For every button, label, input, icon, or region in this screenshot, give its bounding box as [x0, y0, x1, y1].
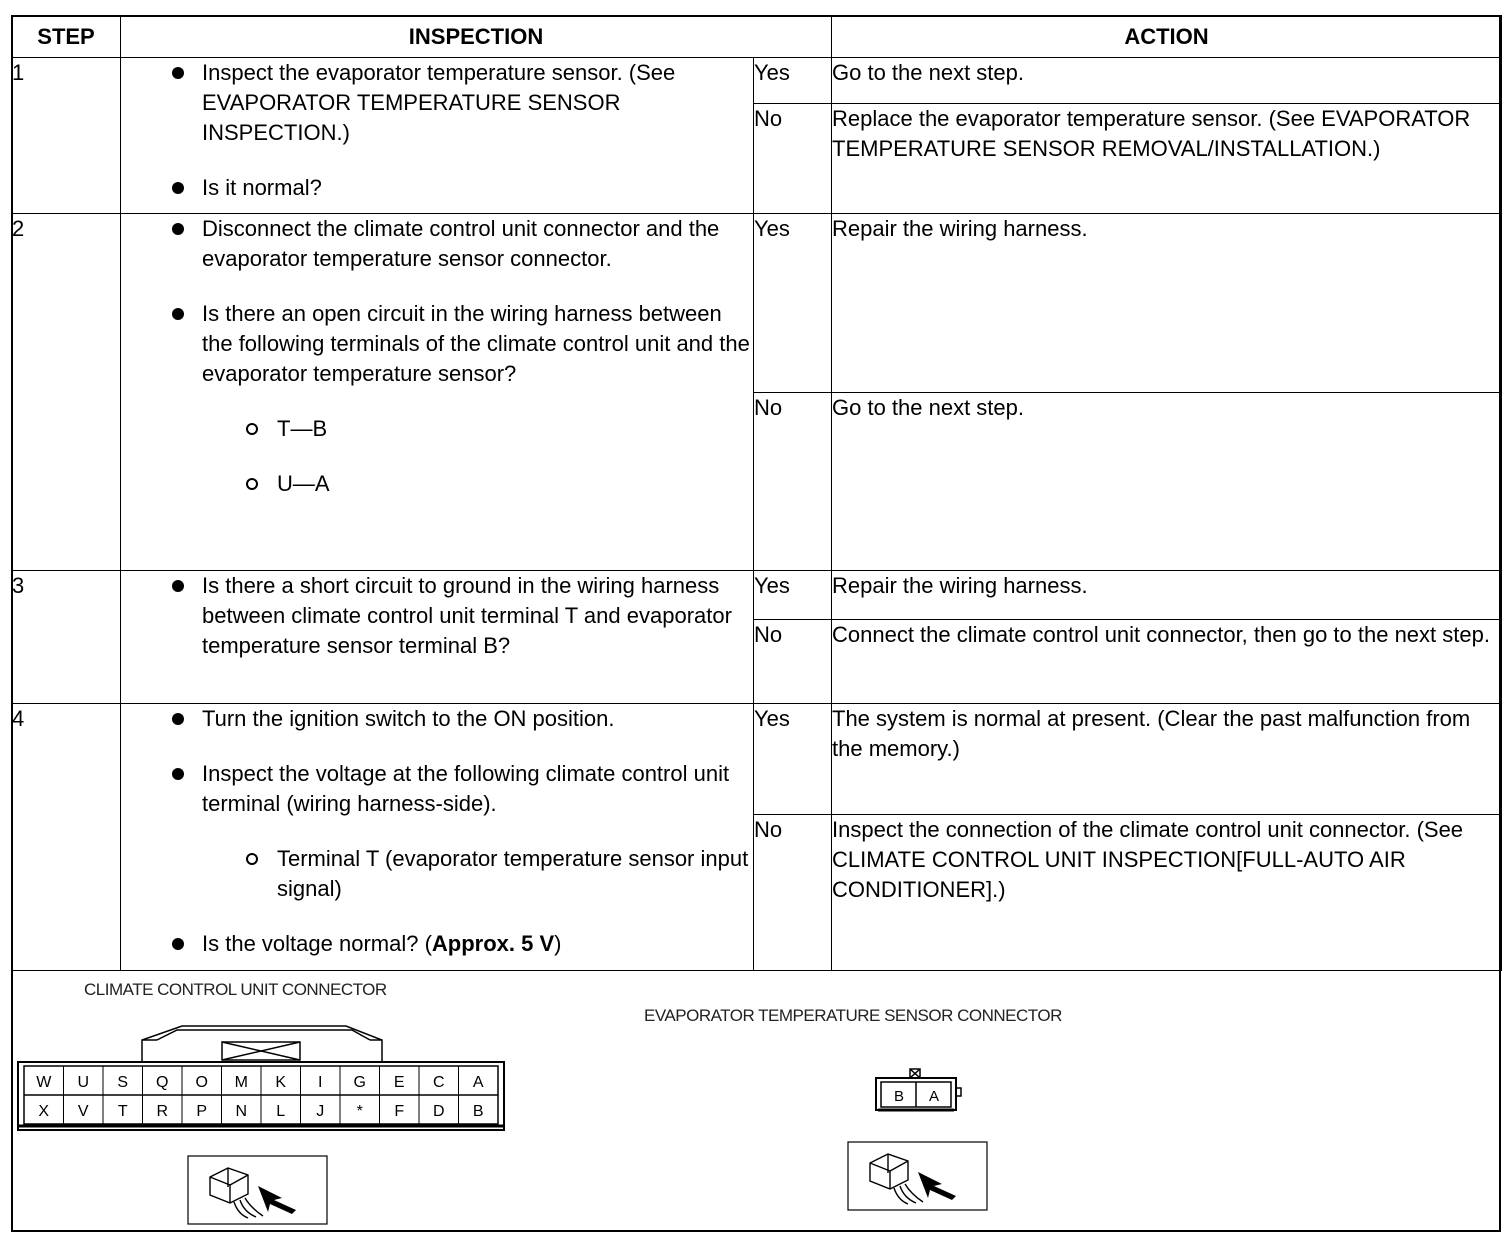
ccu-pin-1-5: N — [235, 1103, 248, 1120]
ccu-pin-0-7: I — [318, 1074, 323, 1091]
ccu-pin-1-2: T — [117, 1103, 128, 1120]
ccu-pin-0-2: S — [117, 1074, 129, 1091]
yes-action: Repair the wiring harness. — [832, 571, 1502, 620]
no-action: Connect the climate control unit connector, then go to the next step. — [832, 620, 1502, 704]
step-number: 3 — [12, 571, 121, 704]
ccu-pin-0-9: E — [393, 1074, 405, 1091]
step-number: 4 — [12, 704, 121, 971]
ccu-pin-0-1: U — [77, 1074, 90, 1091]
ccu-pin-1-6: L — [276, 1103, 286, 1120]
ccu-pin-1-1: V — [77, 1103, 89, 1120]
ccu-pin-0-10: C — [432, 1074, 445, 1091]
connector-diagrams — [12, 972, 1500, 1230]
terminal-item: Terminal T (evaporator temperature sensor input signal) — [202, 844, 753, 904]
ccu-pin-1-7: J — [316, 1103, 325, 1120]
ccu-pin-1-4: P — [196, 1103, 208, 1120]
ccu-pin-1-0: X — [38, 1103, 50, 1120]
step-header: STEP — [12, 16, 121, 58]
connector-drawings — [12, 972, 1500, 1230]
ccu-pin-0-0: W — [36, 1074, 52, 1091]
terminal-pair: U—A — [202, 469, 753, 499]
ccu-pin-0-11: A — [472, 1074, 484, 1091]
inspection-bullet: Is it normal? — [121, 173, 753, 203]
yes-label: Yes — [754, 214, 832, 393]
harness-side-icon — [848, 1142, 987, 1210]
ccu-connector-label: CLIMATE CONTROL UNIT CONNECTOR — [84, 980, 387, 999]
ccu-pin-0-8: G — [353, 1074, 366, 1091]
yes-action: Repair the wiring harness. — [832, 214, 1502, 393]
inspection-bullet: Disconnect the climate control unit connector and the evaporator temperature sensor connector. — [121, 214, 753, 274]
inspection-bullet: Inspect the evaporator temperature sensor. (See EVAPORATOR TEMPERATURE SENSOR INSPECTION.) — [121, 58, 753, 148]
inspection-header: INSPECTION — [121, 16, 832, 58]
inspection-text: Inspect the voltage at the following climate control unit terminal (wiring harness-side). — [202, 761, 730, 816]
evap-pin-a: A — [928, 1088, 940, 1105]
no-label: No — [754, 104, 832, 214]
yes-action: The system is normal at present. (Clear the past malfunction from the memory.) — [832, 704, 1502, 815]
ccu-pin-1-10: D — [432, 1103, 445, 1120]
ccu-pin-0-3: Q — [156, 1074, 169, 1091]
no-label: No — [754, 815, 832, 971]
step-number: 1 — [12, 58, 121, 214]
no-label: No — [754, 393, 832, 571]
no-action: Inspect the connection of the climate control unit connector. (See CLIMATE CONTROL UNIT INSPECTION[FULL-AUTO AIR CONDITIONER].) — [832, 815, 1502, 971]
ccu-pin-1-9: F — [394, 1103, 405, 1120]
no-action: Replace the evaporator temperature sensor. (See EVAPORATOR TEMPERATURE SENSOR REMOVAL/INSTALLATION.) — [832, 104, 1502, 214]
ccu-pin-0-5: M — [234, 1074, 248, 1091]
ccu-pin-1-11: B — [472, 1103, 484, 1120]
yes-label: Yes — [754, 58, 832, 104]
inspection-bullet: Is the voltage normal? (Approx. 5 V) — [121, 929, 753, 959]
evap-connector — [876, 1069, 961, 1110]
inspection-text: Is there an open circuit in the wiring harness between the following terminals of the climate control unit and the evaporator temperature sensor? — [202, 301, 750, 386]
step-number: 2 — [12, 214, 121, 571]
harness-side-icon — [188, 1156, 327, 1224]
voltage-spec: Approx. 5 V — [431, 931, 555, 956]
evap-connector-label: EVAPORATOR TEMPERATURE SENSOR CONNECTOR — [644, 1006, 1062, 1025]
no-action: Go to the next step. — [832, 393, 1502, 571]
terminal-pair: T—B — [202, 414, 753, 444]
no-label: No — [754, 620, 832, 704]
ccu-pin-0-4: O — [195, 1074, 208, 1091]
ccu-pin-1-3: R — [156, 1103, 169, 1120]
inspection-bullet: Turn the ignition switch to the ON position. — [121, 704, 753, 734]
yes-label: Yes — [754, 571, 832, 620]
yes-label: Yes — [754, 704, 832, 815]
yes-action: Go to the next step. — [832, 58, 1502, 104]
ccu-pin-0-6: K — [275, 1074, 287, 1091]
inspection-bullet: Is there a short circuit to ground in the wiring harness between climate control unit terminal T and evaporator temperature sensor terminal B? — [121, 571, 753, 661]
ccu-pin-1-8: * — [356, 1103, 363, 1120]
action-header: ACTION — [832, 16, 1502, 58]
evap-pin-b: B — [893, 1088, 905, 1105]
